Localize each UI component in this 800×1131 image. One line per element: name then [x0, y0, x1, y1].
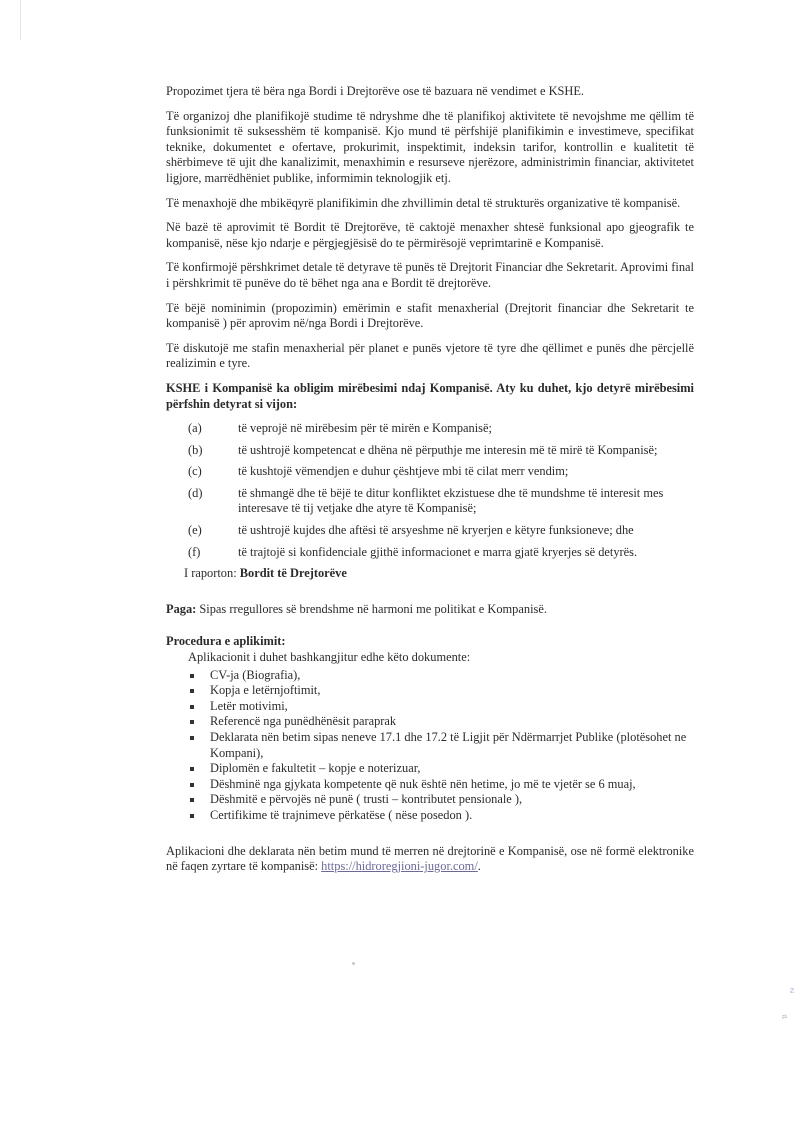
paragraph: Propozimet tjera të bëra nga Bordi i Drejtorëve ose të bazuara në vendimet e KSHE. [166, 84, 585, 98]
paragraph: Të diskutojë me stafin menaxherial për planet e punës vjetore të tyre dhe qëllimet e punës dhe përcjellë realizimin e tyre. [166, 340, 694, 371]
duty-item [166, 486, 694, 517]
paragraph: Të bëjë nominimin (propozimin) emërimin e stafit menaxherial (Drejtorit financiar dhe Sekretarit te kompanisë ) për aprovim në/nga Bordi i Drejtorëve. [166, 300, 694, 331]
duty-heading: KSHE i Kompanisë ka obligim mirëbesimi ndaj Kompanisë. Aty ku duhet, kjo detyrë mirëbesimi përfshin detyrat si vijon: [166, 380, 694, 411]
reports-to-label: I raporton: [184, 566, 237, 581]
duty-text: të veprojë në mirëbesim për të mirën e Kompanisë; [238, 421, 492, 436]
stamp-edge-mark: ≈ [780, 1011, 790, 1024]
duty-list [166, 421, 694, 560]
list-item [166, 808, 694, 824]
list-item [166, 761, 694, 777]
stamp-edge-mark: ᴤ [790, 985, 794, 996]
duty-label: (b) [188, 442, 203, 457]
scan-artifact [20, 0, 21, 40]
list-item-text: Referencë nga punëdhënësit paraprak [210, 714, 397, 729]
paragraph: Të menaxhojë dhe mbikëqyrë planifikimin dhe zhvillimin detal të strukturës organizative të kompanisë. [166, 195, 681, 210]
duty-label: (a) [188, 421, 202, 436]
list-item-text: Deklarata nën betim sipas neneve 17.1 dhe 17.2 të Ligjit për Ndërmarrjet Publike (plotësohet ne Kompani), [210, 730, 687, 760]
closing-end: . [477, 859, 481, 874]
procedure-intro: Aplikacionit i duhet bashkangjitur edhe këto dokumente: [188, 650, 471, 665]
list-item [166, 683, 694, 699]
list-item-text: Diplomën e fakultetit – kopje e noterizuar, [210, 761, 421, 776]
duty-text: të ushtrojë kompetencat e dhëna në përputhje me interesin më të mirë të Kompanisë; [238, 442, 658, 457]
list-item [166, 699, 694, 715]
list-item [166, 777, 694, 793]
scan-smudge [352, 962, 355, 965]
list-item-text: Letër motivimi, [210, 698, 288, 713]
duty-item [166, 545, 694, 561]
list-item-text: Certifikime të trajnimeve përkatëse ( nëse posedon ). [210, 807, 473, 822]
pay-label: Paga: [166, 601, 197, 616]
duty-text: të kushtojë vëmendjen e duhur çështjeve mbi të cilat merr vendim; [238, 464, 569, 479]
duty-text: të trajtojë si konfidenciale gjithë informacionet e marra gjatë kryerjes së detyrës. [238, 544, 638, 559]
closing-paragraph [166, 844, 694, 875]
pay-section [166, 602, 694, 618]
bullet-icon [190, 798, 194, 802]
list-item-text: Dëshminë nga gjykata kompetente që nuk është nën hetime, jo më te vjetër se 6 muaj, [210, 776, 636, 791]
bullet-icon [190, 720, 194, 724]
reports-to-value: Bordit të Drejtorëve [239, 566, 347, 581]
list-item-text: Dëshmitë e përvojës në punë ( trusti – kontributet pensionale ), [210, 792, 523, 807]
list-item [166, 792, 694, 808]
bullet-icon [190, 814, 194, 818]
duty-item [166, 421, 694, 437]
document-list [166, 668, 694, 824]
list-item [166, 714, 694, 730]
duty-label: (d) [188, 485, 203, 500]
list-item-text: Kopja e letërnjoftimit, [210, 683, 321, 698]
duty-text: të ushtrojë kujdes dhe aftësi të arsyeshme në kryerjen e këtyre funksioneve; dhe [238, 523, 634, 538]
list-item [166, 730, 694, 761]
bullet-icon [190, 705, 194, 709]
closing-text: Aplikacioni dhe deklarata nën betim mund të merren në drejtorinë e Kompanisë, ose në formë elektronike në faqen zyrtare të kompanisë: [166, 843, 694, 874]
paragraph: Të organizoj dhe planifikojë studime të ndryshme dhe të planifikoj aktivitete të nevojshme me qëllim të funksionimit të suksesshëm të kompanisë. Kjo mund të përfshijë planifikimin e investimeve, specifikat teknike, dokumentet e ofertave, prokurimit, inspektimit, indeksin tarifor, kontrollin e kualitetit të shërbimeve të ujit dhe kanalizimit, menaxhimin e resurseve njerëzore, administrimin financiar, aktivitetet ligjore, marrëdhëniet publike, informimin teknologjik etj. [166, 108, 694, 185]
duty-item [166, 464, 694, 480]
duty-label: (f) [188, 544, 201, 559]
paragraph: Në bazë të aprovimit të Bordit të Drejtorëve, të caktojë menaxher shtesë funksional apo gjeografik te kompanisë, nëse kjo ndarje e përgjegjësisë do te përmirësojë veprimtarinë e Kompanisë. [166, 220, 694, 250]
company-website-link[interactable]: https://hidroregjioni-jugor.com/ [321, 859, 478, 874]
list-item-text: CV-ja (Biografia), [210, 667, 301, 682]
reports-to [184, 566, 694, 582]
duty-item [166, 443, 694, 459]
duty-label: (c) [188, 464, 202, 479]
procedure-title: Procedura e aplikimit: [166, 634, 286, 649]
bullet-icon [190, 783, 194, 787]
bullet-icon [190, 674, 194, 678]
duty-text: të shmangë dhe të bëjë te ditur konfliktet ekzistuese dhe të mundshme të interesit mes interesave të tij vetjake dhe atyre të Kompanisë; [238, 485, 664, 516]
list-item [166, 668, 694, 684]
duty-item [166, 523, 694, 539]
document-body [166, 84, 694, 884]
pay-text: Sipas rregullores së brendshme në harmoni me politikat e Kompanisë. [199, 601, 547, 616]
bullet-icon [190, 736, 194, 740]
duty-label: (e) [188, 523, 202, 538]
bullet-icon [190, 767, 194, 771]
paragraph: Të konfirmojë përshkrimet detale të detyrave të punës të Drejtorit Financiar dhe Sekretarit. Aprovimi final i përshkrimit të punëve do të bëhet nga ana e Bordit të drejtorëve. [166, 260, 694, 290]
bullet-icon [190, 689, 194, 693]
